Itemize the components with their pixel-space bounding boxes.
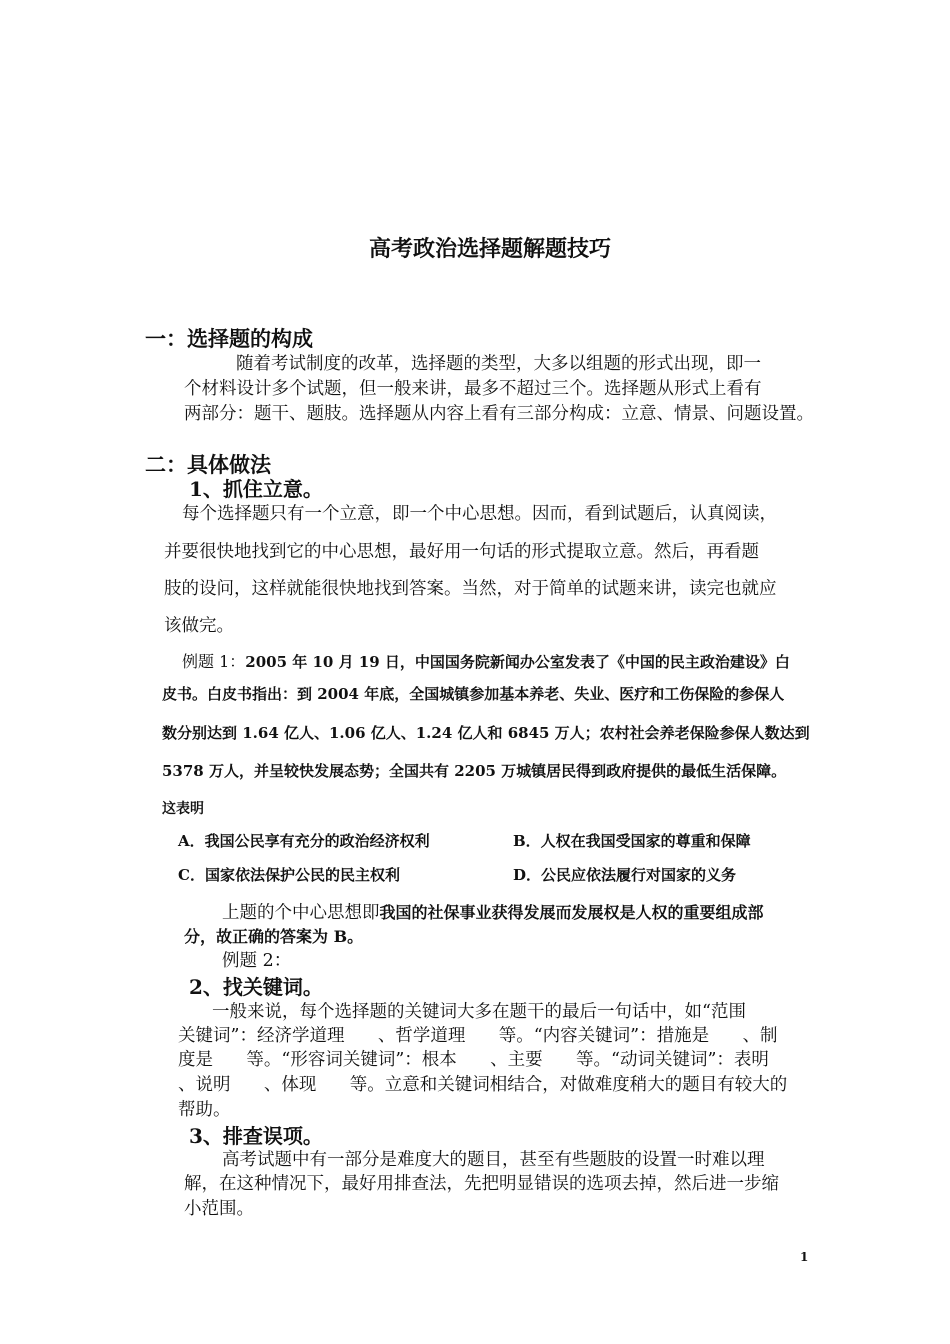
subsection-2-line: 一般来说，每个选择题的关键词大多在题干的最后一句话中，如“范围 [212, 1002, 746, 1022]
page-title: 高考政治选择题解题技巧 [368, 237, 611, 262]
subsection-3-line: 解，在这种情况下，最好用排查法，先把明显错误的选项去掉，然后进一步缩 [184, 1174, 779, 1194]
option-b: B．人权在我国受国家的尊重和保障 [513, 832, 751, 850]
subsection-2-line: 帮助。 [178, 1100, 231, 1120]
analysis-prefix: 上题的个中心思想即 [222, 903, 380, 923]
example-1-prefix: 例题 1： [182, 652, 246, 671]
subsection-2-line: 关键词”：经济学道理 、哲学道理 等。“内容关键词”：措施是 、制 [178, 1026, 778, 1046]
subsection-3-line: 高考试题中有一部分是难度大的题目，甚至有些题肢的设置一时难以理 [222, 1150, 765, 1170]
section-1-heading: 一：选择题的构成 [145, 327, 313, 351]
example-1-first-line [182, 649, 790, 672]
section-1-line: 随着考试制度的改革，选择题的类型，大多以组题的形式出现，即一 [236, 354, 761, 374]
option-d: D．公民应依法履行对国家的义务 [513, 866, 737, 884]
page-number: 1 [800, 1250, 809, 1264]
subsection-1-line: 肢的设问，这样就能很快地找到答案。当然，对于简单的试题来讲，读完也就应 [164, 579, 777, 599]
subsection-2-heading: 2、找关键词。 [189, 975, 323, 999]
subsection-1-heading: 1、抓住立意。 [189, 477, 323, 501]
subsection-1-line: 并要很快地找到它的中心思想，最好用一句话的形式提取立意。然后，再看题 [164, 542, 759, 562]
section-2-heading: 二：具体做法 [145, 453, 271, 477]
example-1-answer: 分，故正确的答案为 B。 [184, 927, 364, 946]
subsection-3-heading: 3、排查误项。 [189, 1124, 323, 1148]
example-1-text: 皮书。白皮书指出：到 2004 年底，全国城镇参加基本养老、失业、医疗和工伤保险的参保人 [162, 685, 785, 703]
section-1-line: 两部分：题干、题肢。选择题从内容上看有三部分构成：立意、情景、问题设置。 [184, 404, 814, 424]
example-1-text: 2005 年 10 月 19 日，中国国务院新闻办公室发表了《中国的民主政治建设》白 [245, 653, 790, 671]
example-1-text: 数分别达到 1.64 亿人、1.06 亿人、1.24 亿人和 6845 万人；农村社会养老保险参保人数达到 [162, 724, 810, 742]
example-1-text: 5378 万人，并呈较快发展态势；全国共有 2205 万城镇居民得到政府提供的最低生活保障。 [162, 762, 787, 780]
example-2-label: 例题 2： [222, 951, 292, 971]
analysis-bold: 我国的社保事业获得发展而发展权是人权的重要组成部 [379, 903, 764, 922]
option-c: C．国家依法保护公民的民主权利 [178, 866, 400, 884]
option-a: A．我国公民享有充分的政治经济权利 [178, 832, 430, 850]
example-1-analysis [222, 899, 764, 924]
section-1-line: 个材料设计多个试题，但一般来讲，最多不超过三个。选择题从形式上看有 [184, 379, 762, 399]
subsection-2-line: 、说明 、体现 等。立意和关键词相结合，对做难度稍大的题目有较大的 [178, 1075, 788, 1095]
example-1-text: 这表明 [162, 801, 204, 817]
subsection-1-line: 该做完。 [164, 616, 234, 636]
subsection-3-line: 小范围。 [184, 1199, 254, 1219]
subsection-2-line: 度是 等。“形容词关键词”：根本 、主要 等。“动词关键词”：表明 [178, 1050, 769, 1070]
subsection-1-line: 每个选择题只有一个立意，即一个中心思想。因而，看到试题后，认真阅读， [182, 504, 777, 524]
